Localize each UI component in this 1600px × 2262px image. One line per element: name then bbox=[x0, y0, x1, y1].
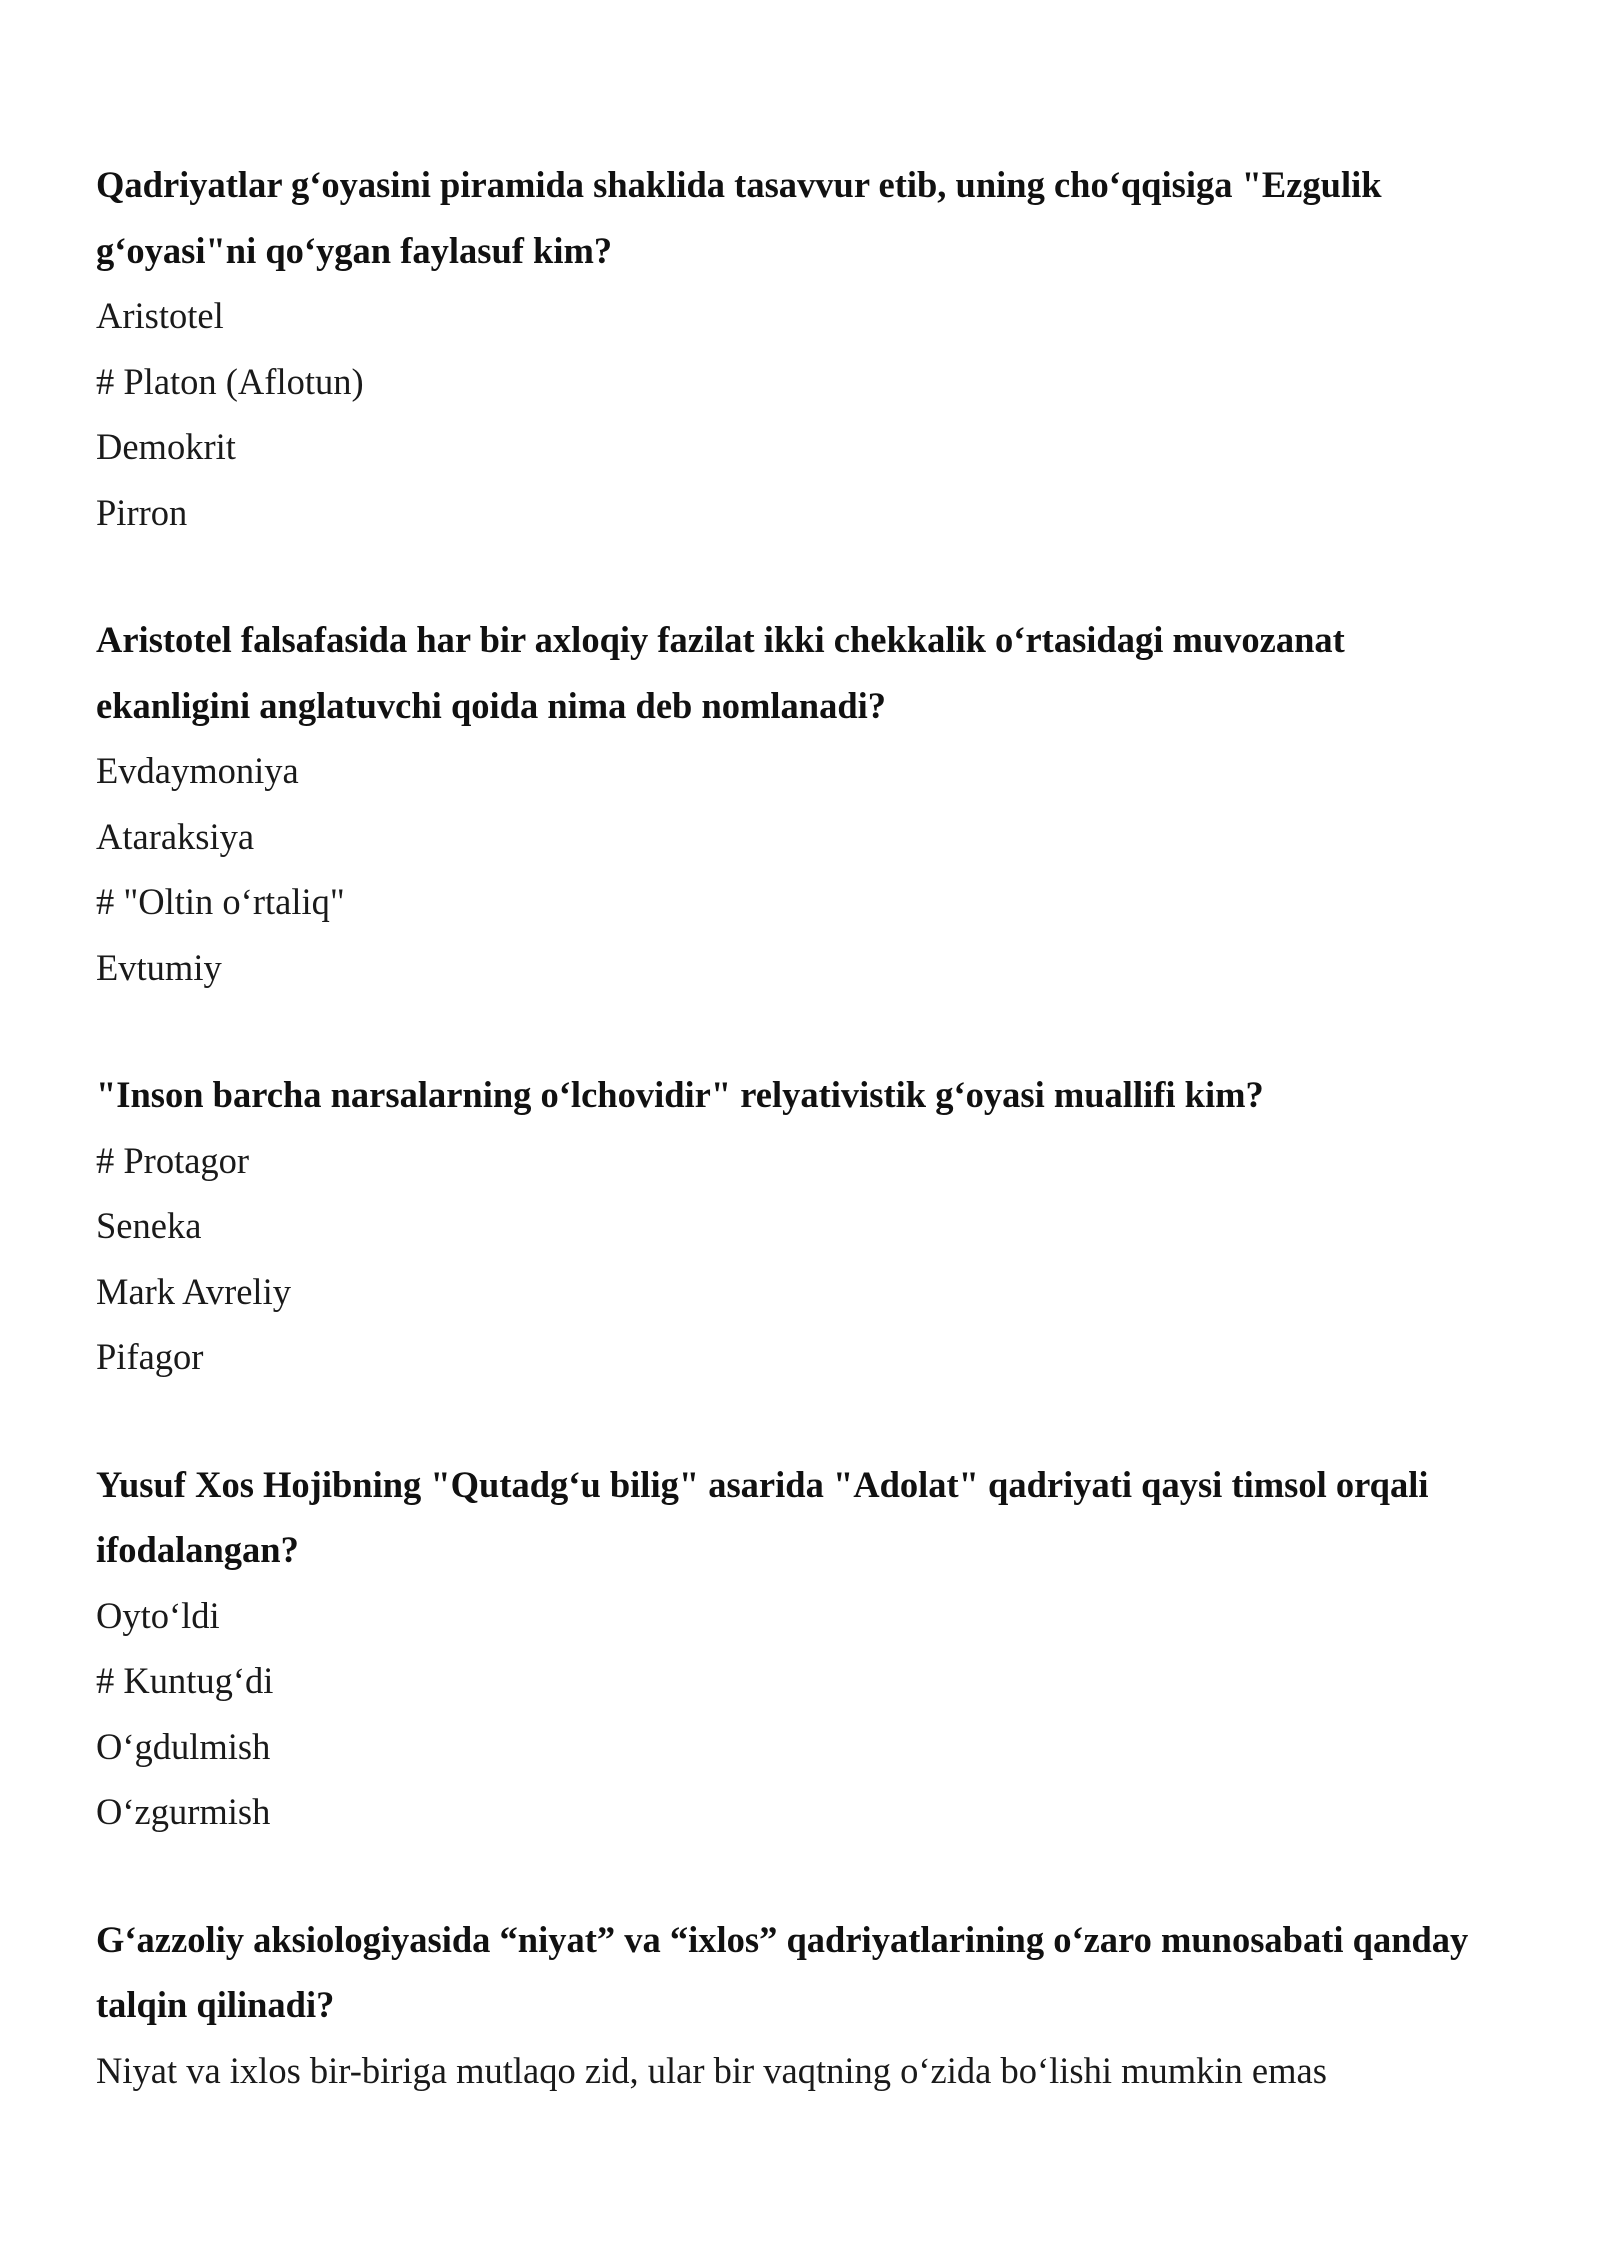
answer-option-marked-correct: # Kuntug‘di bbox=[96, 1660, 274, 1701]
answer-options bbox=[96, 738, 1504, 1000]
answer-option: Seneka bbox=[96, 1205, 202, 1246]
question-4 bbox=[96, 1452, 1504, 1845]
question-text: Aristotel falsafasida har bir axloqiy fazilat ikki chekkalik o‘rtasidagi muvozanat ekanligini anglatuvchi qoida nima deb nomlanadi? bbox=[96, 619, 1345, 726]
answer-option: Oyto‘ldi bbox=[96, 1594, 220, 1636]
question-text: Qadriyatlar g‘oyasini piramida shaklida tasavvur etib, uning cho‘qqisiga "Ezgulik g‘oyasi"ni qo‘ygan faylasuf kim? bbox=[96, 164, 1382, 271]
answer-option: Aristotel bbox=[96, 295, 224, 336]
answer-option-marked-correct: # "Oltin o‘rtaliq" bbox=[96, 881, 345, 922]
question-5 bbox=[96, 1907, 1504, 2104]
answer-option: Ataraksiya bbox=[96, 815, 255, 857]
answer-option: Mark Avreliy bbox=[96, 1270, 291, 1312]
question-text: Yusuf Xos Hojibning "Qutadg‘u bilig" asarida "Adolat" qadriyati qaysi timsol orqali ifodalangan? bbox=[96, 1463, 1429, 1570]
answer-options bbox=[96, 2038, 1504, 2104]
answer-option: Evdaymoniya bbox=[96, 750, 299, 791]
answer-option: Pirron bbox=[96, 491, 188, 533]
answer-option: O‘gdulmish bbox=[96, 1725, 271, 1767]
answer-option-marked-correct: # Protagor bbox=[96, 1139, 250, 1181]
question-2 bbox=[96, 607, 1504, 1000]
answer-options bbox=[96, 283, 1504, 545]
answer-options bbox=[96, 1583, 1504, 1845]
answer-option: O‘zgurmish bbox=[96, 1791, 271, 1832]
question-text: "Inson barcha narsalarning o‘lchovidir" relyativistik g‘oyasi muallifi kim? bbox=[96, 1074, 1264, 1115]
answer-options bbox=[96, 1128, 1504, 1390]
answer-option: Demokrit bbox=[96, 426, 236, 467]
question-3 bbox=[96, 1062, 1504, 1390]
answer-option: Niyat va ixlos bir-biriga mutlaqo zid, ular bir vaqtning o‘zida bo‘lishi mumkin emas bbox=[96, 2049, 1327, 2091]
question-1 bbox=[96, 152, 1504, 545]
answer-option: Pifagor bbox=[96, 1336, 204, 1377]
question-text: G‘azzoliy aksiologiyasida “niyat” va “ixlos” qadriyatlarining o‘zaro munosabati qanday talqin qilinadi? bbox=[96, 1918, 1469, 2025]
answer-option: Evtumiy bbox=[96, 946, 222, 988]
answer-option-marked-correct: # Platon (Aflotun) bbox=[96, 360, 364, 402]
